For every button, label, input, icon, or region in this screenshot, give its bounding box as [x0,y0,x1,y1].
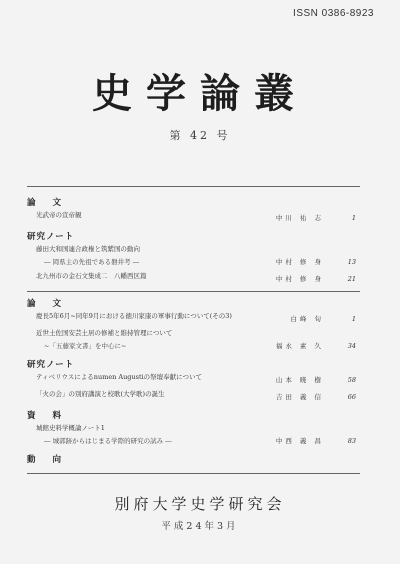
entry-title: 北九州市の金石文集成二 八幡西区篇 [36,272,147,280]
toc-entry [27,423,360,446]
entry-page: 58 [347,376,356,384]
entry-page: 83 [347,437,356,445]
entry-author: 中川 祐 志 [275,214,324,222]
toc-entry [27,372,360,385]
entry-subtitle: ― 岡県主の先祖である磐井考 ― [44,258,140,266]
entry-title: 「火の会」の別府講演と校歌(大学歌)の誕生 [36,390,165,398]
publication-date: 平成24年3月 [161,521,239,532]
table-of-contents [27,186,360,474]
toc-entry [27,389,360,402]
entry-title: 光武帝の宣帝観 [36,211,82,219]
section-heading: 資 料 [27,411,68,421]
entry-author: 福永 素 久 [275,342,324,350]
entry-title: 城館史料学概論ノート1 [36,424,105,432]
section-heading: 研究ノート [27,232,75,242]
entry-page: 66 [347,393,356,401]
entry-author: 中西 義 昌 [275,437,324,445]
entry-page: 34 [347,342,356,350]
toc-divider [27,291,360,292]
toc-entry [27,244,360,267]
entry-author: 中村 修 身 [275,275,324,283]
section-heading: 動 向 [27,455,68,465]
toc-entry [27,271,360,284]
entry-author: 中村 修 身 [275,258,324,266]
section-heading: 論 文 [27,299,68,309]
entry-author: 吉田 義 信 [275,393,324,401]
entry-page: 1 [351,214,356,222]
entry-title: ティベリウスによるnumen Augustiの祭壇奉献について [36,373,203,381]
entry-title: 近世土佐国安芸土居の修補と維持管理について [36,329,173,337]
toc-entry [27,328,360,351]
section-heading: 研究ノート [27,360,75,370]
toc-entry [27,210,360,223]
journal-title: 史学論叢 [92,70,308,117]
entry-author: 白峰 旬 [290,315,324,323]
entry-subtitle: ~「五藤家文書」を中心に~ [44,342,127,350]
entry-title: 藤田大和国連合政権と筑紫国の動向 [36,245,140,253]
issue-number: 第 42 号 [169,129,231,142]
issn-number: ISSN 0386-8923 [293,8,374,19]
publisher-name: 別府大学史学研究会 [114,495,286,513]
entry-page: 13 [347,258,356,266]
entry-title: 慶長5年6月~同年9月における徳川家康の軍事行動について(その3) [36,312,232,320]
entry-page: 21 [347,275,356,283]
entry-page: 1 [351,315,356,323]
toc-entry [27,311,360,324]
section-heading: 論 文 [27,198,68,208]
entry-subtitle: ― 城郭跡からはじまる学際的研究の試み ― [44,437,172,445]
entry-author: 山本 暁 樹 [275,376,324,384]
